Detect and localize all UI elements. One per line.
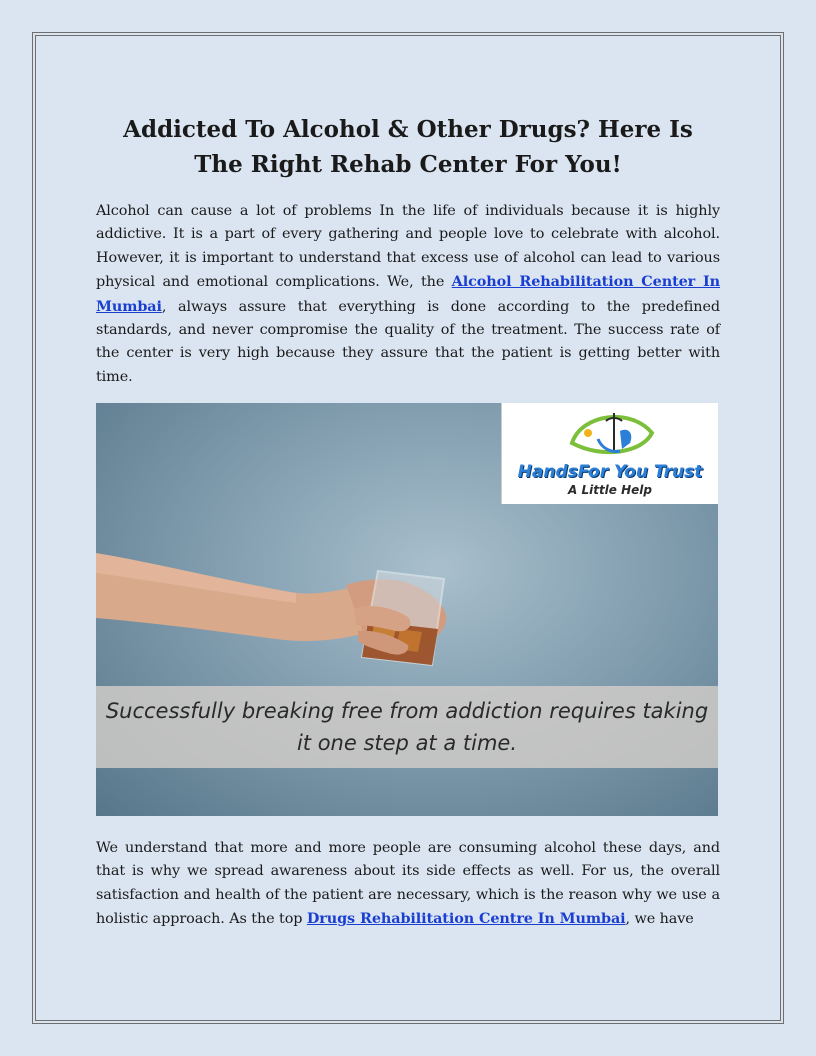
article-title: Addicted To Alcohol & Other Drugs? Here Is The Right Rehab Center For You!: [123, 116, 693, 178]
drugs-rehab-link[interactable]: Drugs Rehabilitation Centre In Mumbai: [306, 910, 626, 928]
intro-text-2: , always assure that everything is done according to the predefined standards, and never compromise the quality of the treatment. The success rate of the center is very high because they assure that the patient is getting better with time.: [96, 298, 720, 385]
intro-paragraph: [96, 200, 720, 389]
intro-text-1: Alcohol can cause a lot of problems In the life of individuals because it is highly addictive. It is a part of every gathering and people love to celebrate with alcohol. However, it is important to understand that excess use of alcohol can lead to various physical and emotional complications. We, the: [96, 203, 720, 291]
alcohol-rehab-link[interactable]: Alcohol Rehabilitation Center In Mumbai: [96, 273, 720, 315]
logo-name: HandsFor You Trust: [517, 462, 703, 482]
trust-logo: [501, 403, 718, 504]
logo-tagline: A Little Help: [567, 483, 652, 497]
lotus-hands-icon: [502, 403, 718, 463]
body-text-1: We understand that more and more people are consuming alcohol these days, and that is why we spread awareness about its side effects as well. For us, the overall satisfaction and health of the patient are necessary, which is the reason why we use a holistic approach. As the top: [96, 840, 720, 928]
body-text-2: , we have: [625, 911, 694, 928]
hero-image: [96, 403, 718, 816]
image-caption: Successfully breaking free from addiction requires taking it one step at a time.: [105, 699, 709, 755]
body-paragraph: [96, 837, 720, 932]
